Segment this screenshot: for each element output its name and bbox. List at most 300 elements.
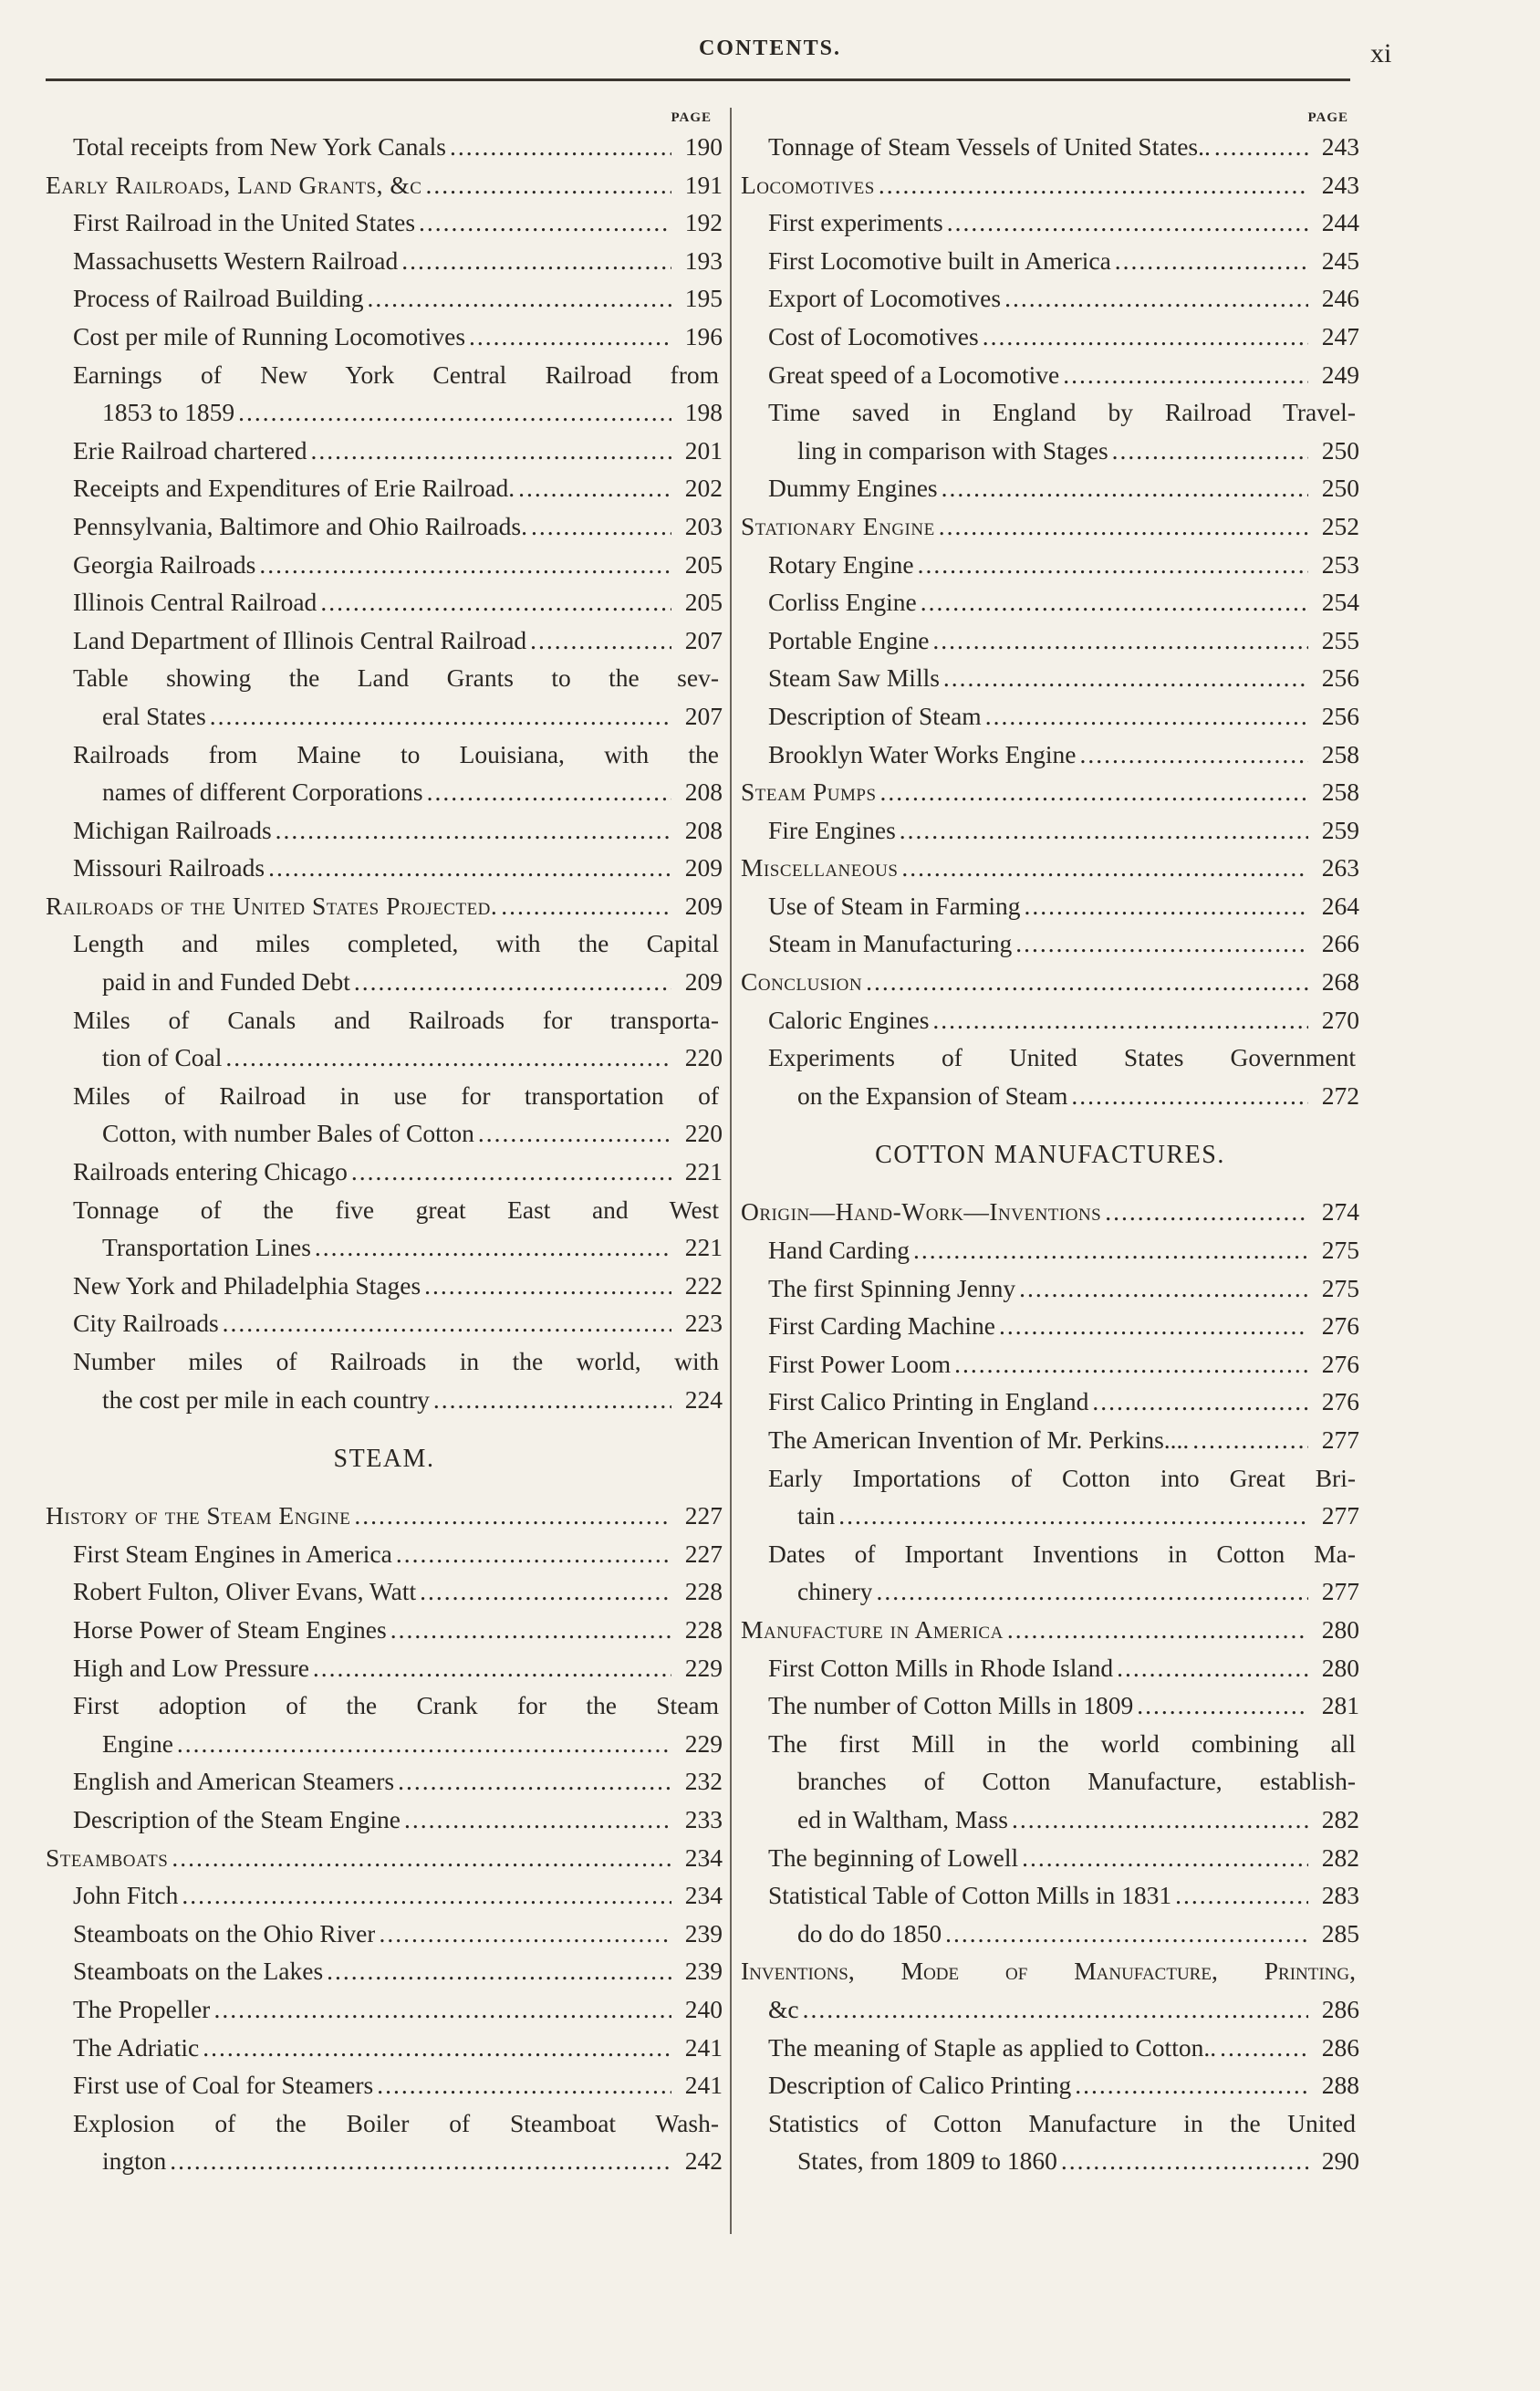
toc-entry-page: 254 bbox=[1321, 588, 1359, 617]
toc-group bbox=[46, 432, 723, 660]
toc-entry-page: 232 bbox=[684, 1767, 723, 1796]
toc-entry-page: 245 bbox=[1321, 245, 1359, 275]
dot-leader bbox=[518, 469, 671, 507]
toc-entry bbox=[741, 963, 1359, 1001]
toc-entry bbox=[46, 2066, 723, 2104]
toc-entry-title: Use of Steam in Farming bbox=[768, 891, 1021, 920]
toc-entry-title: Rotary Engine bbox=[768, 549, 914, 579]
dot-leader bbox=[450, 128, 671, 166]
toc-entry bbox=[741, 1649, 1359, 1687]
toc-entry bbox=[741, 697, 1359, 736]
toc-entry-title: do do do 1850 bbox=[797, 1918, 942, 1947]
dot-leader bbox=[985, 697, 1308, 736]
dot-leader bbox=[838, 1497, 1308, 1535]
toc-entry-page: 275 bbox=[1321, 1273, 1359, 1302]
toc-entry-line: Time saved in England by Railroad Travel- bbox=[768, 398, 1356, 427]
toc-entry-title: Massachusetts Western Railroad bbox=[73, 245, 399, 275]
toc-entry bbox=[741, 1801, 1359, 1839]
dot-leader bbox=[921, 583, 1308, 621]
dot-leader bbox=[1115, 242, 1308, 280]
toc-entry-line: Tonnage of the five great East and West bbox=[73, 1195, 719, 1224]
toc-entry bbox=[741, 204, 1359, 242]
toc-entry bbox=[46, 507, 723, 546]
toc-entry-title: First Carding Machine bbox=[768, 1311, 995, 1341]
toc-entry bbox=[46, 1039, 723, 1077]
toc-entry-title: States, from 1809 to 1860 bbox=[797, 2146, 1057, 2176]
toc-entry-page: 220 bbox=[684, 1043, 723, 1072]
toc-entry bbox=[46, 849, 723, 887]
toc-entry bbox=[741, 1686, 1359, 1725]
toc-entry-page: 191 bbox=[684, 170, 723, 199]
toc-entry bbox=[741, 621, 1359, 660]
toc-group bbox=[46, 1762, 723, 2104]
dot-leader bbox=[1007, 1611, 1308, 1649]
toc-entry bbox=[46, 773, 723, 811]
dot-leader bbox=[313, 1649, 671, 1687]
toc-entry-cont bbox=[46, 1228, 723, 1267]
dot-leader bbox=[223, 1304, 671, 1342]
dot-leader bbox=[913, 1231, 1308, 1269]
toc-entry-cont bbox=[741, 432, 1359, 470]
toc-group bbox=[741, 469, 1359, 1039]
toc-entry-line: Inventions, Mode of Manufacture, Printing, bbox=[741, 1957, 1356, 1986]
section-title-steam: STEAM. bbox=[333, 1445, 435, 1474]
toc-entry-line: Miles of Railroad in use for transportation of bbox=[73, 1081, 719, 1110]
toc-entry-page: 203 bbox=[684, 511, 723, 540]
toc-entry-page: 241 bbox=[684, 2032, 723, 2062]
toc-entry-page: 250 bbox=[1321, 474, 1359, 503]
toc-entry bbox=[741, 166, 1359, 204]
toc-entry bbox=[46, 1876, 723, 1915]
toc-entry-title: Tonnage of Steam Vessels of United States.. bbox=[768, 132, 1211, 161]
toc-entry bbox=[741, 1231, 1359, 1269]
dot-leader bbox=[315, 1228, 671, 1267]
toc-entry-page: 255 bbox=[1321, 625, 1359, 654]
toc-entry-line: Explosion of the Boiler of Steamboat Wash- bbox=[73, 2108, 719, 2137]
toc-entry bbox=[46, 166, 723, 204]
dot-leader bbox=[954, 1345, 1308, 1383]
dot-leader bbox=[879, 166, 1308, 204]
toc-entry-page: 277 bbox=[1321, 1501, 1359, 1530]
toc-entry bbox=[46, 2029, 723, 2067]
toc-entry-page: 272 bbox=[1321, 1081, 1359, 1110]
toc-entry-page: 220 bbox=[684, 1119, 723, 1148]
toc-entry-line: First adoption of the Crank for the Steam bbox=[73, 1691, 719, 1720]
toc-group bbox=[46, 1267, 723, 1342]
toc-entry bbox=[46, 1915, 723, 1953]
toc-entry-page: 276 bbox=[1321, 1311, 1359, 1341]
dot-leader bbox=[311, 432, 671, 470]
dot-leader bbox=[469, 318, 671, 356]
toc-entry bbox=[741, 887, 1359, 925]
toc-entry-title: Early Railroads, Land Grants, &c bbox=[46, 170, 422, 199]
toc-entry-title: ington bbox=[102, 2146, 167, 2176]
toc-entry-page: 256 bbox=[1321, 701, 1359, 730]
toc-entry-page: 266 bbox=[1321, 929, 1359, 958]
dot-leader bbox=[182, 1876, 671, 1915]
toc-entry-page: 195 bbox=[684, 284, 723, 313]
toc-entry-title: Transportation Lines bbox=[102, 1233, 311, 1262]
toc-entry-page: 249 bbox=[1321, 360, 1359, 389]
dot-leader bbox=[396, 1535, 671, 1573]
toc-entry bbox=[46, 1611, 723, 1649]
toc-entry-title: Brooklyn Water Works Engine bbox=[768, 739, 1077, 768]
toc-entry bbox=[741, 2029, 1359, 2067]
toc-entry-page: 228 bbox=[684, 1577, 723, 1606]
toc-entry-title: Missouri Railroads bbox=[73, 853, 265, 882]
toc-entry-title: Land Department of Illinois Central Railroad bbox=[73, 625, 527, 654]
toc-entry bbox=[46, 1990, 723, 2029]
toc-entry-cont bbox=[741, 2142, 1359, 2180]
dot-leader bbox=[238, 393, 671, 432]
toc-entry-page: 229 bbox=[684, 1653, 723, 1682]
dot-leader bbox=[1080, 736, 1309, 774]
toc-entry-page: 243 bbox=[1321, 132, 1359, 161]
toc-entry bbox=[741, 583, 1359, 621]
dot-leader bbox=[351, 1153, 671, 1191]
toc-entry-title: Steam in Manufacturing bbox=[768, 929, 1013, 958]
toc-entry bbox=[46, 583, 723, 621]
toc-entry-title: Railroads entering Chicago bbox=[73, 1157, 348, 1186]
toc-entry bbox=[46, 963, 723, 1001]
toc-entry-title: First use of Coal for Steamers bbox=[73, 2071, 374, 2100]
dot-leader bbox=[939, 507, 1308, 546]
dot-leader bbox=[1061, 2142, 1308, 2180]
toc-entry bbox=[741, 1269, 1359, 1308]
toc-group bbox=[46, 128, 723, 356]
dot-leader bbox=[268, 849, 671, 887]
toc-entry-title: Engine bbox=[102, 1728, 173, 1758]
dot-leader bbox=[377, 2066, 671, 2104]
toc-entry-cont bbox=[46, 2142, 723, 2180]
toc-entry bbox=[741, 1077, 1359, 1115]
toc-entry-page: 205 bbox=[684, 588, 723, 617]
dot-leader bbox=[943, 659, 1308, 697]
toc-entry-page: 193 bbox=[684, 245, 723, 275]
dot-leader bbox=[1112, 432, 1308, 470]
toc-entry bbox=[741, 1307, 1359, 1345]
toc-entry bbox=[46, 1649, 723, 1687]
toc-group bbox=[741, 1193, 1359, 1458]
toc-entry-title: names of different Corporations bbox=[102, 778, 423, 807]
toc-entry-title: Hand Carding bbox=[768, 1236, 910, 1265]
toc-entry-page: 246 bbox=[1321, 284, 1359, 313]
dot-leader bbox=[1075, 2066, 1308, 2104]
toc-entry-page: 208 bbox=[684, 778, 723, 807]
dot-leader bbox=[1214, 128, 1308, 166]
dot-leader bbox=[368, 279, 671, 318]
toc-entry-page: 202 bbox=[684, 474, 723, 503]
toc-entry-title: Description of Steam bbox=[768, 701, 982, 730]
toc-entry-title: The number of Cotton Mills in 1809 bbox=[768, 1691, 1134, 1720]
toc-entry-title: The beginning of Lowell bbox=[768, 1843, 1019, 1872]
toc-entry-page: 221 bbox=[684, 1157, 723, 1186]
toc-entry-page: 250 bbox=[1321, 435, 1359, 465]
toc-entry-title: The first Spinning Jenny bbox=[768, 1273, 1016, 1302]
toc-entry-cont bbox=[46, 963, 723, 1001]
dot-leader bbox=[876, 1572, 1308, 1611]
toc-entry-title: Manufacture in America bbox=[741, 1614, 1004, 1644]
toc-entry-page: 253 bbox=[1321, 549, 1359, 579]
toc-group bbox=[741, 128, 1359, 393]
toc-entry-title: Steamboats on the Lakes bbox=[73, 1957, 324, 1986]
dot-leader bbox=[404, 1801, 671, 1839]
toc-entry bbox=[741, 773, 1359, 811]
toc-entry-page: 209 bbox=[684, 853, 723, 882]
toc-entry-title: Export of Locomotives bbox=[768, 284, 1002, 313]
toc-entry-title: Total receipts from New York Canals bbox=[73, 132, 446, 161]
toc-entry bbox=[46, 546, 723, 584]
toc-entry bbox=[46, 469, 723, 507]
toc-entry-cont bbox=[741, 1572, 1359, 1611]
toc-entry-page: 286 bbox=[1321, 1994, 1359, 2023]
running-title: CONTENTS. bbox=[698, 37, 842, 60]
toc-entry-page: 277 bbox=[1321, 1425, 1359, 1454]
toc-entry-line: Experiments of United States Government bbox=[768, 1043, 1356, 1072]
toc-entry-cont bbox=[46, 697, 723, 736]
toc-entry-title: Georgia Railroads bbox=[73, 549, 256, 579]
dot-leader bbox=[379, 1915, 671, 1953]
dot-leader bbox=[259, 546, 671, 584]
toc-entry-title: ed in Waltham, Mass bbox=[797, 1804, 1008, 1833]
dot-leader bbox=[354, 1497, 671, 1535]
toc-entry-title: chinery bbox=[797, 1577, 873, 1606]
toc-entry-title: tain bbox=[797, 1501, 836, 1530]
right-column bbox=[741, 108, 1359, 2180]
toc-entry-page: 234 bbox=[684, 1843, 723, 1872]
dot-leader bbox=[354, 963, 671, 1001]
toc-entry-cont bbox=[46, 773, 723, 811]
dot-leader bbox=[1220, 2029, 1308, 2067]
page-number: xi bbox=[1370, 38, 1392, 68]
toc-entry-page: 234 bbox=[684, 1881, 723, 1910]
column-divider bbox=[730, 108, 732, 2234]
toc-entry-page: 196 bbox=[684, 321, 723, 350]
toc-entry bbox=[46, 1267, 723, 1305]
toc-entry-page: 277 bbox=[1321, 1577, 1359, 1606]
toc-entry-cont bbox=[46, 1114, 723, 1153]
toc-entry-title: on the Expansion of Steam bbox=[797, 1081, 1068, 1110]
toc-entry-page: 229 bbox=[684, 1728, 723, 1758]
toc-entry-line: Length and miles completed, with the Capital bbox=[73, 929, 719, 958]
toc-entry-page: 207 bbox=[684, 701, 723, 730]
toc-entry bbox=[46, 887, 723, 925]
toc-entry bbox=[741, 2066, 1359, 2104]
toc-entry-page: 286 bbox=[1321, 2032, 1359, 2062]
dot-leader bbox=[424, 1267, 671, 1305]
dot-leader bbox=[327, 1952, 671, 1990]
toc-entry-page: 283 bbox=[1321, 1881, 1359, 1910]
toc-entry bbox=[741, 356, 1359, 394]
toc-entry bbox=[46, 811, 723, 850]
page-column-label: PAGE bbox=[1307, 110, 1348, 125]
dot-leader bbox=[427, 773, 671, 811]
toc-entry-title: The American Invention of Mr. Perkins.... bbox=[768, 1425, 1190, 1454]
toc-entry-line: Miles of Canals and Railroads for transporta- bbox=[73, 1005, 719, 1034]
toc-entry-title: Cotton, with number Bales of Cotton bbox=[102, 1119, 474, 1148]
toc-entry-line: Table showing the Land Grants to the sev- bbox=[73, 663, 719, 693]
toc-entry bbox=[46, 204, 723, 242]
toc-entry bbox=[741, 318, 1359, 356]
toc-entry-page: 290 bbox=[1321, 2146, 1359, 2176]
dot-leader bbox=[901, 849, 1308, 887]
toc-entry-title: Description of Calico Printing bbox=[768, 2071, 1072, 2100]
dot-leader bbox=[1004, 279, 1308, 318]
dot-leader bbox=[213, 1990, 671, 2029]
toc-entry-title: the cost per mile in each country bbox=[102, 1384, 430, 1414]
toc-entry-title: tion of Coal bbox=[102, 1043, 223, 1072]
toc-entry-page: 227 bbox=[684, 1539, 723, 1568]
toc-entry-page: 281 bbox=[1321, 1691, 1359, 1720]
toc-entry-cont bbox=[46, 393, 723, 432]
toc-entry bbox=[741, 1497, 1359, 1535]
toc-entry-title: Pennsylvania, Baltimore and Ohio Railroads. bbox=[73, 511, 527, 540]
toc-entry bbox=[46, 1572, 723, 1611]
dot-leader bbox=[999, 1307, 1308, 1345]
dot-leader bbox=[1105, 1193, 1308, 1231]
dot-leader bbox=[390, 1611, 671, 1649]
toc-entry-line: branches of Cotton Manufacture, establish- bbox=[797, 1767, 1356, 1796]
dot-leader bbox=[1015, 924, 1308, 963]
toc-entry-page: 282 bbox=[1321, 1804, 1359, 1833]
toc-entry-title: Fire Engines bbox=[768, 815, 896, 844]
toc-entry-page: 228 bbox=[684, 1614, 723, 1644]
dot-leader bbox=[501, 887, 671, 925]
toc-entry bbox=[741, 924, 1359, 963]
toc-entry-title: Illinois Central Railroad bbox=[73, 588, 317, 617]
toc-entry-page: 241 bbox=[684, 2071, 723, 2100]
toc-entry-page: 227 bbox=[684, 1501, 723, 1530]
dot-leader bbox=[1025, 887, 1309, 925]
toc-entry-page: 244 bbox=[1321, 208, 1359, 237]
toc-entry-title: Origin—Hand-Work—Inventions bbox=[741, 1197, 1102, 1227]
toc-entry-title: Horse Power of Steam Engines bbox=[73, 1614, 387, 1644]
toc-entry bbox=[741, 507, 1359, 546]
toc-entry bbox=[46, 1535, 723, 1573]
toc-entry bbox=[741, 811, 1359, 850]
toc-entry bbox=[46, 432, 723, 470]
dot-leader bbox=[320, 583, 671, 621]
toc-entry-title: John Fitch bbox=[73, 1881, 179, 1910]
toc-entry-page: 270 bbox=[1321, 1005, 1359, 1034]
toc-entry-title: eral States bbox=[102, 701, 206, 730]
toc-entry bbox=[741, 1876, 1359, 1915]
dot-leader bbox=[1063, 356, 1308, 394]
dot-leader bbox=[866, 963, 1308, 1001]
dot-leader bbox=[1012, 1801, 1308, 1839]
toc-entry-page: 280 bbox=[1321, 1614, 1359, 1644]
toc-entry-title: Great speed of a Locomotive bbox=[768, 360, 1060, 389]
toc-entry-title: Dummy Engines bbox=[768, 474, 938, 503]
toc-entry-title: Michigan Railroads bbox=[73, 815, 272, 844]
toc-entry bbox=[46, 1762, 723, 1801]
toc-entry-page: 263 bbox=[1321, 853, 1359, 882]
toc-entry-title: Steamboats on the Ohio River bbox=[73, 1918, 376, 1947]
toc-entry-cont bbox=[46, 1725, 723, 1763]
toc-entry-title: Statistical Table of Cotton Mills in 1831 bbox=[768, 1881, 1172, 1910]
toc-entry-page: 240 bbox=[684, 1994, 723, 2023]
toc-entry bbox=[46, 1839, 723, 1877]
toc-entry-page: 258 bbox=[1321, 778, 1359, 807]
toc-entry-page: 190 bbox=[684, 132, 723, 161]
toc-entry-line: Railroads from Maine to Louisiana, with the bbox=[73, 739, 719, 768]
dot-leader bbox=[1175, 1876, 1308, 1915]
toc-entry-page: 239 bbox=[684, 1918, 723, 1947]
toc-entry-title: First Power Loom bbox=[768, 1349, 952, 1378]
toc-entry-page: 198 bbox=[684, 398, 723, 427]
toc-entry-page: 282 bbox=[1321, 1843, 1359, 1872]
toc-entry-title: Description of the Steam Engine bbox=[73, 1804, 401, 1833]
toc-group bbox=[46, 1497, 723, 1686]
toc-entry bbox=[741, 1990, 1359, 2029]
toc-entry-page: 207 bbox=[684, 625, 723, 654]
toc-entry bbox=[741, 2142, 1359, 2180]
toc-group bbox=[741, 1839, 1359, 1915]
toc-entry-cont bbox=[741, 1497, 1359, 1535]
dot-leader bbox=[276, 811, 671, 850]
toc-entry-title: First Locomotive built in America bbox=[768, 245, 1111, 275]
toc-entry bbox=[741, 432, 1359, 470]
toc-entry-cont bbox=[46, 1381, 723, 1419]
toc-entry-page: 259 bbox=[1321, 815, 1359, 844]
toc-entry-title: Steamboats bbox=[46, 1843, 169, 1872]
toc-entry bbox=[46, 1304, 723, 1342]
dot-leader bbox=[398, 1762, 671, 1801]
toc-entry bbox=[46, 1153, 723, 1191]
toc-entry-title: First Calico Printing in England bbox=[768, 1387, 1089, 1416]
dot-leader bbox=[803, 1990, 1308, 2029]
dot-leader bbox=[945, 1915, 1308, 1953]
toc-entry bbox=[741, 1915, 1359, 1953]
toc-entry-cont bbox=[741, 1915, 1359, 1953]
dot-leader bbox=[947, 204, 1308, 242]
left-column bbox=[46, 108, 723, 2180]
toc-entry-page: 205 bbox=[684, 549, 723, 579]
dot-leader bbox=[1137, 1686, 1308, 1725]
toc-entry bbox=[46, 1725, 723, 1763]
toc-entry-title: High and Low Pressure bbox=[73, 1653, 309, 1682]
toc-entry-page: 276 bbox=[1321, 1387, 1359, 1416]
dot-leader bbox=[932, 1001, 1308, 1039]
toc-entry-page: 208 bbox=[684, 815, 723, 844]
toc-entry-title: paid in and Funded Debt bbox=[102, 967, 350, 997]
toc-entry-line: Statistics of Cotton Manufacture in the United bbox=[768, 2108, 1356, 2137]
toc-entry-title: Conclusion bbox=[741, 967, 863, 997]
toc-entry bbox=[46, 1801, 723, 1839]
dot-leader bbox=[932, 621, 1308, 660]
toc-entry bbox=[46, 2142, 723, 2180]
toc-entry-line: Dates of Important Inventions in Cotton Ma- bbox=[768, 1539, 1356, 1568]
toc-entry bbox=[741, 1839, 1359, 1877]
toc-entry-page: 264 bbox=[1321, 891, 1359, 920]
section-title-cotton: COTTON MANUFACTURES. bbox=[875, 1141, 1225, 1170]
toc-entry-page: 201 bbox=[684, 435, 723, 465]
toc-entry-cont bbox=[741, 1801, 1359, 1839]
toc-entry-title: English and American Steamers bbox=[73, 1767, 395, 1796]
toc-entry-page: 222 bbox=[684, 1270, 723, 1300]
dot-leader bbox=[531, 507, 671, 546]
dot-leader bbox=[1117, 1649, 1308, 1687]
dot-leader bbox=[1019, 1269, 1308, 1308]
dot-leader bbox=[401, 242, 671, 280]
toc-entry-title: City Railroads bbox=[73, 1309, 219, 1338]
toc-entry-title: The Propeller bbox=[73, 1994, 211, 2023]
toc-entry-title: Railroads of the United States Projected. bbox=[46, 891, 498, 920]
toc-group bbox=[741, 2029, 1359, 2104]
toc-entry-title: Cost of Locomotives bbox=[768, 321, 979, 350]
toc-entry-page: 276 bbox=[1321, 1349, 1359, 1378]
toc-entry bbox=[741, 849, 1359, 887]
